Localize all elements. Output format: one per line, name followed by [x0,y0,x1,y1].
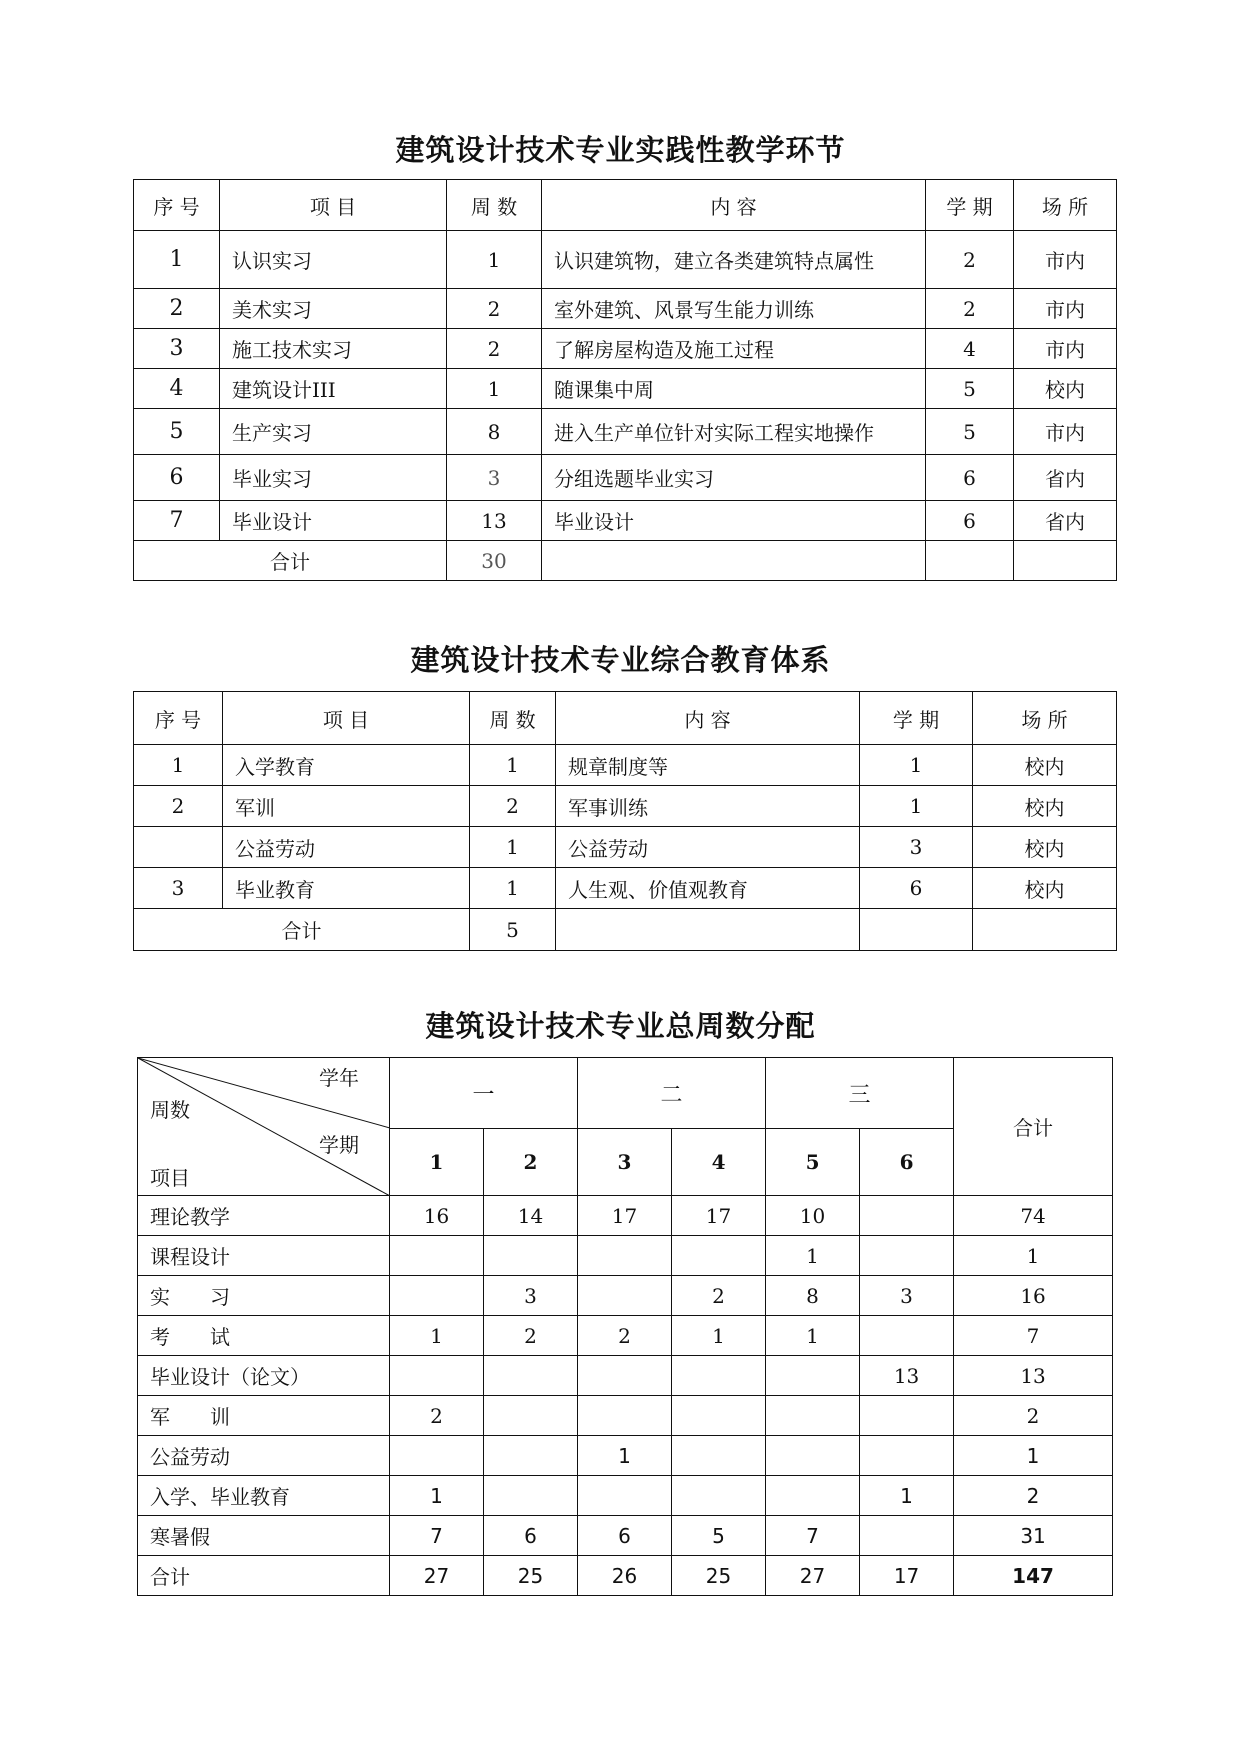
term-cell: 6 [578,1516,672,1556]
term-cell [484,1396,578,1436]
table1-header-row [134,180,1117,231]
row-content: 进入生产单位针对实际工程实地操作 [542,409,926,455]
term-cell [578,1356,672,1396]
row-weeks: 1 [470,868,556,909]
term-cell: 25 [672,1556,766,1596]
table-row [138,1516,1113,1556]
term-cell: 2 [672,1276,766,1316]
term-cell: 17 [672,1196,766,1236]
term-5: 5 [766,1129,860,1196]
row-place: 省内 [1014,455,1117,501]
term-cell: 5 [672,1516,766,1556]
row-total: 1 [954,1236,1113,1276]
term-cell [578,1396,672,1436]
row-item: 入学教育 [223,745,470,786]
year-2: 二 [578,1058,766,1129]
row-number: 3 [134,329,220,369]
table1-total-row [134,541,1117,581]
row-item: 美术实习 [220,289,447,329]
row-term: 3 [860,827,973,868]
row-number: 7 [134,501,220,541]
term-cell: 17 [578,1196,672,1236]
table-row [134,868,1117,909]
table-row [134,745,1117,786]
term-cell: 7 [766,1516,860,1556]
row-weeks: 1 [447,369,542,409]
table-row [134,786,1117,827]
term-cell [578,1276,672,1316]
row-place: 市内 [1014,231,1117,289]
corner-weeks-label: 周数 [150,1098,190,1122]
row-item: 施工技术实习 [220,329,447,369]
row-label: 入学、毕业教育 [138,1476,390,1516]
table-row [134,455,1117,501]
row-total: 74 [954,1196,1113,1236]
row-place: 校内 [973,745,1117,786]
term-cell [860,1316,954,1356]
term-cell: 17 [860,1556,954,1596]
row-weeks: 1 [470,745,556,786]
table-row [134,289,1117,329]
header-content: 内 容 [556,692,860,745]
row-item: 生产实习 [220,409,447,455]
term-cell: 3 [484,1276,578,1316]
row-term: 6 [926,501,1014,541]
row-term: 6 [926,455,1014,501]
header-content: 内 容 [542,180,926,231]
row-item: 军训 [223,786,470,827]
row-total: 1 [954,1436,1113,1476]
term-cell [766,1356,860,1396]
term-cell [390,1436,484,1476]
row-term: 2 [926,231,1014,289]
row-number: 2 [134,289,220,329]
header-item: 项 目 [223,692,470,745]
term-cell: 25 [484,1556,578,1596]
row-term: 2 [926,289,1014,329]
term-cell [578,1236,672,1276]
term-cell [672,1436,766,1476]
header-weeks: 周 数 [470,692,556,745]
row-weeks: 13 [447,501,542,541]
term-cell: 14 [484,1196,578,1236]
row-label: 理论教学 [138,1196,390,1236]
row-place: 市内 [1014,409,1117,455]
term-cell [766,1476,860,1516]
row-weeks: 2 [470,786,556,827]
header-item: 项 目 [220,180,447,231]
table2-header-row [134,692,1117,745]
term-cell: 1 [766,1316,860,1356]
term-cell [390,1356,484,1396]
row-term: 6 [860,868,973,909]
term-cell [672,1396,766,1436]
term-cell: 2 [484,1316,578,1356]
row-number: 6 [134,455,220,501]
term-cell: 8 [766,1276,860,1316]
table-row [138,1276,1113,1316]
table3-year-row [138,1058,1113,1129]
term-cell [860,1236,954,1276]
row-label: 寒暑假 [138,1516,390,1556]
weeks-distribution-table [137,1057,1113,1596]
row-weeks: 2 [447,289,542,329]
term-3: 3 [578,1129,672,1196]
term-cell [860,1396,954,1436]
row-item: 毕业实习 [220,455,447,501]
term-2: 2 [484,1129,578,1196]
row-term: 5 [926,409,1014,455]
table-row [134,369,1117,409]
row-content: 人生观、价值观教育 [556,868,860,909]
term-cell: 1 [578,1436,672,1476]
row-number [134,827,223,868]
row-content: 军事训练 [556,786,860,827]
corner-year-label: 学年 [319,1066,359,1090]
term-1: 1 [390,1129,484,1196]
table-row [138,1556,1113,1596]
term-4: 4 [672,1129,766,1196]
term-cell [860,1516,954,1556]
row-total: 2 [954,1396,1113,1436]
term-cell [672,1236,766,1276]
table1-total-label: 合计 [134,541,447,581]
row-content: 毕业设计 [542,501,926,541]
term-cell: 7 [390,1516,484,1556]
row-content: 规章制度等 [556,745,860,786]
row-content: 随课集中周 [542,369,926,409]
term-cell: 1 [390,1316,484,1356]
table-row [138,1436,1113,1476]
table1-title: 建筑设计技术专业实践性教学环节 [395,133,846,167]
row-term: 1 [860,786,973,827]
table-row [134,231,1117,289]
row-number: 5 [134,409,220,455]
term-cell [766,1436,860,1476]
row-place: 校内 [973,868,1117,909]
term-cell: 1 [672,1316,766,1356]
table2-total-weeks: 5 [470,909,556,951]
term-cell [390,1236,484,1276]
term-cell [672,1356,766,1396]
corner-item-label: 项目 [150,1166,190,1190]
table-row [138,1396,1113,1436]
term-cell [484,1356,578,1396]
row-number: 1 [134,745,223,786]
table-row [138,1476,1113,1516]
row-term: 5 [926,369,1014,409]
table-row [134,501,1117,541]
table2-total-label: 合计 [134,909,470,951]
row-item: 毕业设计 [220,501,447,541]
row-number: 3 [134,868,223,909]
row-content: 室外建筑、风景写生能力训练 [542,289,926,329]
term-cell [766,1396,860,1436]
table-row [138,1356,1113,1396]
row-weeks: 3 [447,455,542,501]
table-row [138,1316,1113,1356]
row-total: 31 [954,1516,1113,1556]
row-place: 省内 [1014,501,1117,541]
row-item: 建筑设计III [220,369,447,409]
term-cell [484,1436,578,1476]
row-total: 147 [954,1556,1113,1596]
term-cell [860,1196,954,1236]
education-table [133,691,1117,951]
row-item: 公益劳动 [223,827,470,868]
row-total: 13 [954,1356,1113,1396]
total-header: 合计 [954,1058,1113,1196]
row-place: 校内 [1014,369,1117,409]
table-row [134,329,1117,369]
term-cell: 26 [578,1556,672,1596]
term-cell: 6 [484,1516,578,1556]
row-weeks: 2 [447,329,542,369]
term-cell [578,1476,672,1516]
row-item: 认识实习 [220,231,447,289]
term-cell: 1 [860,1476,954,1516]
table-row [134,827,1117,868]
row-term: 1 [860,745,973,786]
year-1: 一 [390,1058,578,1129]
term-6: 6 [860,1129,954,1196]
row-label: 课程设计 [138,1236,390,1276]
term-cell [390,1276,484,1316]
term-cell: 10 [766,1196,860,1236]
term-cell [860,1436,954,1476]
row-place: 校内 [973,786,1117,827]
row-total: 2 [954,1476,1113,1516]
row-label: 公益劳动 [138,1436,390,1476]
row-content: 认识建筑物，建立各类建筑特点属性 [542,231,926,289]
header-no: 序 号 [134,180,220,231]
year-3: 三 [766,1058,954,1129]
row-term: 4 [926,329,1014,369]
row-content: 分组选题毕业实习 [542,455,926,501]
term-cell: 2 [578,1316,672,1356]
header-no: 序 号 [134,692,223,745]
table-row [138,1236,1113,1276]
term-cell: 1 [390,1476,484,1516]
row-label: 合计 [138,1556,390,1596]
table3-title: 建筑设计技术专业总周数分配 [425,1009,816,1043]
row-weeks: 1 [470,827,556,868]
row-label: 毕业设计（论文） [138,1356,390,1396]
row-label: 实 习 [138,1276,390,1316]
row-number: 2 [134,786,223,827]
table2-total-row [134,909,1117,951]
row-number: 4 [134,369,220,409]
table2-title: 建筑设计技术专业综合教育体系 [410,643,831,677]
row-total: 7 [954,1316,1113,1356]
term-cell [484,1476,578,1516]
term-cell: 27 [390,1556,484,1596]
row-content: 公益劳动 [556,827,860,868]
table-row [134,409,1117,455]
term-cell [484,1236,578,1276]
row-label: 考 试 [138,1316,390,1356]
term-cell: 16 [390,1196,484,1236]
term-cell: 3 [860,1276,954,1316]
term-cell [672,1476,766,1516]
row-weeks: 8 [447,409,542,455]
header-term: 学 期 [926,180,1014,231]
row-place: 市内 [1014,289,1117,329]
term-cell: 27 [766,1556,860,1596]
term-cell: 1 [766,1236,860,1276]
practice-table [133,179,1117,581]
header-weeks: 周 数 [447,180,542,231]
row-label: 军 训 [138,1396,390,1436]
diagonal-header-cell [138,1058,390,1196]
header-place: 场 所 [973,692,1117,745]
corner-term-label: 学期 [319,1133,359,1157]
table-row [138,1196,1113,1236]
header-term: 学 期 [860,692,973,745]
term-cell: 2 [390,1396,484,1436]
row-weeks: 1 [447,231,542,289]
row-item: 毕业教育 [223,868,470,909]
row-place: 校内 [973,827,1117,868]
row-place: 市内 [1014,329,1117,369]
row-total: 16 [954,1276,1113,1316]
table1-total-weeks: 30 [447,541,542,581]
row-number: 1 [134,231,220,289]
header-place: 场 所 [1014,180,1117,231]
row-content: 了解房屋构造及施工过程 [542,329,926,369]
term-cell: 13 [860,1356,954,1396]
